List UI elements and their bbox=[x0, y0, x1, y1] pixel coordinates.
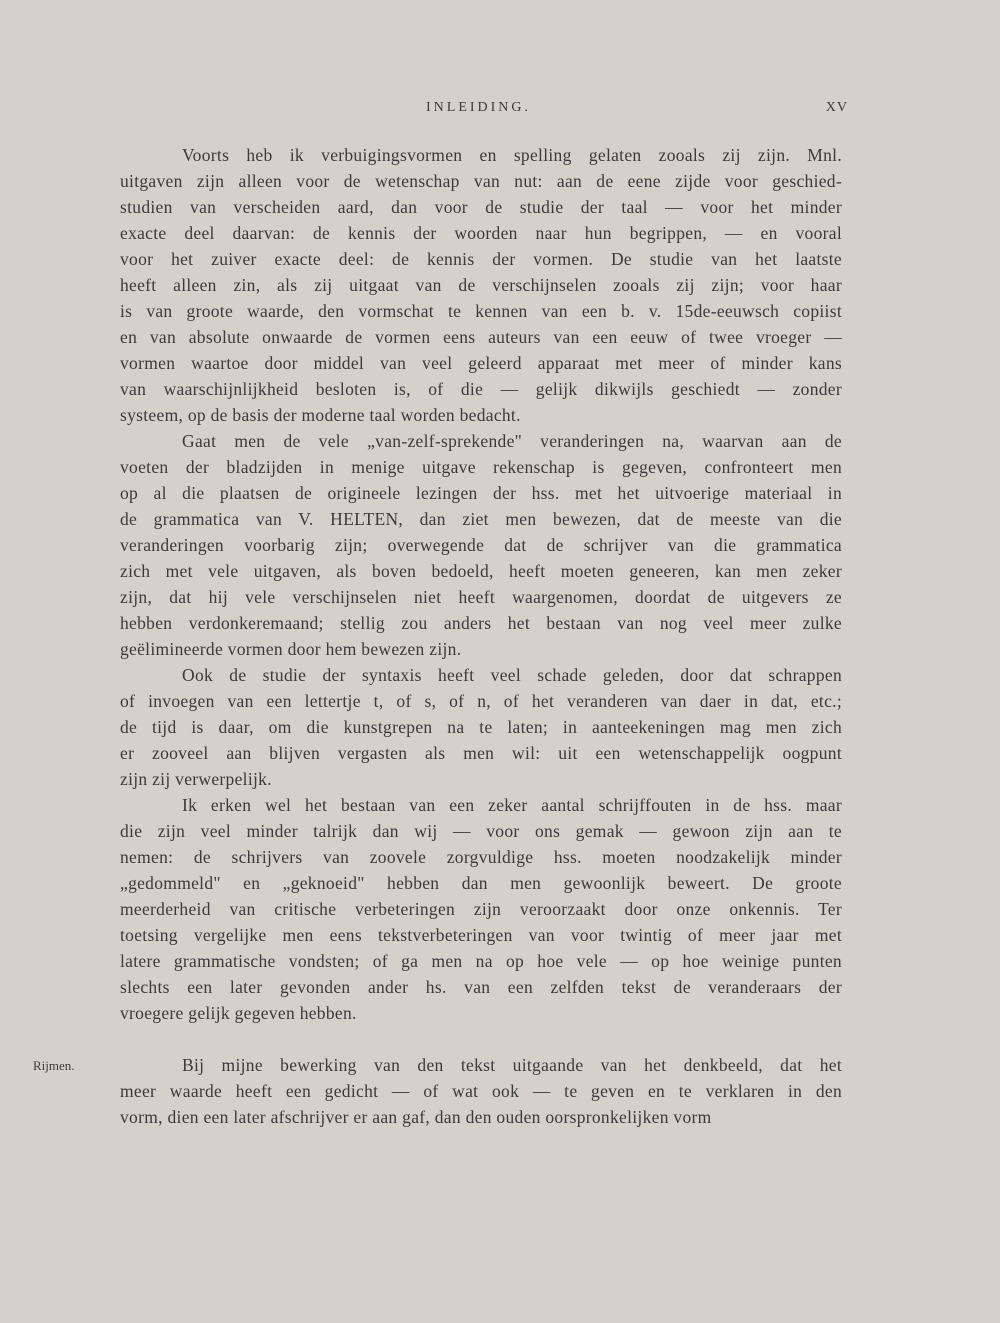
text-line: meerderheid van critische verbeteringen zijn veroorzaakt door onze onkennis. Ter bbox=[120, 899, 842, 919]
text-line: vorm, dien een later afschrijver er aan gaf, dan den ouden oorspronkelijken vorm bbox=[120, 1107, 712, 1127]
text-line: de tijd is daar, om die kunstgrepen na te laten; in aanteekeningen mag men zich bbox=[120, 717, 842, 737]
text-line: vroegere gelijk gegeven hebben. bbox=[120, 1003, 357, 1023]
running-head bbox=[120, 100, 848, 120]
text-line: hebben verdonkeremaand; stellig zou anders het bestaan van nog veel meer zulke bbox=[120, 613, 842, 633]
page-number: XV bbox=[825, 100, 848, 115]
paragraph bbox=[120, 1052, 842, 1130]
text-line: op al die plaatsen de origineele lezingen der hss. met het uitvoerige materiaal in bbox=[120, 483, 842, 503]
text-line: Bij mijne bewerking van den tekst uitgaande van het denkbeeld, dat het bbox=[182, 1055, 842, 1075]
text-line: uitgaven zijn alleen voor de wetenschap van nut: aan de eene zijde voor geschied- bbox=[120, 171, 842, 191]
paragraph bbox=[120, 662, 842, 792]
text-line: er zooveel aan blijven vergasten als men wil: uit een wetenschappelijk oogpunt bbox=[120, 743, 842, 763]
text-line: meer waarde heeft een gedicht — of wat ook — te geven en te verklaren in den bbox=[120, 1081, 842, 1101]
paragraph bbox=[120, 792, 842, 1026]
text-line: die zijn veel minder talrijk dan wij — voor ons gemak — gewoon zijn aan te bbox=[120, 821, 842, 841]
text-line: heeft alleen zin, als zij uitgaat van de verschijnselen zooals zij zijn; voor haar bbox=[120, 275, 842, 295]
text-line: geëlimineerde vormen door hem bewezen zijn. bbox=[120, 639, 462, 659]
text-line: voeten der bladzijden in menige uitgave rekenschap is gegeven, confronteert men bbox=[120, 457, 842, 477]
text-line: vormen waartoe door middel van veel geleerd apparaat met meer of minder kans bbox=[120, 353, 842, 373]
paragraph bbox=[120, 428, 842, 662]
chapter-title: INLEIDING. bbox=[426, 100, 532, 115]
text-line: Voorts heb ik verbuigingsvormen en spelling gelaten zooals zij zijn. Mnl. bbox=[182, 145, 842, 165]
text-line: zijn, dat hij vele verschijnselen niet heeft waargenomen, doordat de uitgevers ze bbox=[120, 587, 842, 607]
text-line: van waarschijnlijkheid besloten is, of die — gelijk dikwijls geschiedt — zonder bbox=[120, 379, 842, 399]
text-line: Ik erken wel het bestaan van een zeker aantal schrijffouten in de hss. maar bbox=[182, 795, 842, 815]
margin-note: Rijmen. bbox=[33, 1058, 75, 1073]
text-line: Gaat men de vele „van-zelf-sprekende" veranderingen na, waarvan aan de bbox=[182, 431, 842, 451]
text-line: toetsing vergelijke men eens tekstverbeteringen van voor twintig of meer jaar met bbox=[120, 925, 842, 945]
text-line: „gedommeld" en „geknoeid" hebben dan men gewoonlijk beweert. De groote bbox=[120, 873, 842, 893]
text-line: de grammatica van V. HELTEN, dan ziet men bewezen, dat de meeste van die bbox=[120, 509, 842, 529]
text-line: slechts een later gevonden ander hs. van een zelfden tekst de veranderaars der bbox=[120, 977, 842, 997]
body-text bbox=[120, 142, 842, 1130]
text-line: veranderingen voorbarig zijn; overwegende dat de schrijver van die grammatica bbox=[120, 535, 842, 555]
text-line: voor het zuiver exacte deel: de kennis der vormen. De studie van het laatste bbox=[120, 249, 842, 269]
text-line: latere grammatische vondsten; of ga men na op hoe vele — op hoe weinige punten bbox=[120, 951, 842, 971]
text-line: nemen: de schrijvers van zoovele zorgvuldige hss. moeten noodzakelijk minder bbox=[120, 847, 842, 867]
text-line: en van absolute onwaarde de vormen eens auteurs van een eeuw of twee vroeger — bbox=[120, 327, 842, 347]
text-line: studien van verscheiden aard, dan voor de studie der taal — voor het minder bbox=[120, 197, 842, 217]
text-line: of invoegen van een lettertje t, of s, of n, of het veranderen van daer in dat, etc.; bbox=[120, 691, 842, 711]
text-line: exacte deel daarvan: de kennis der woorden naar hun begrippen, — en vooral bbox=[120, 223, 842, 243]
paragraph bbox=[120, 142, 842, 428]
text-line: zijn zij verwerpelijk. bbox=[120, 769, 272, 789]
text-line: zich met vele uitgaven, als boven bedoeld, heeft moeten geneeren, kan men zeker bbox=[120, 561, 842, 581]
text-line: is van groote waarde, den vormschat te kennen van een b. v. 15de-eeuwsch copiist bbox=[120, 301, 842, 321]
text-line: systeem, op de basis der moderne taal worden bedacht. bbox=[120, 405, 521, 425]
text-line: Ook de studie der syntaxis heeft veel schade geleden, door dat schrappen bbox=[182, 665, 842, 685]
